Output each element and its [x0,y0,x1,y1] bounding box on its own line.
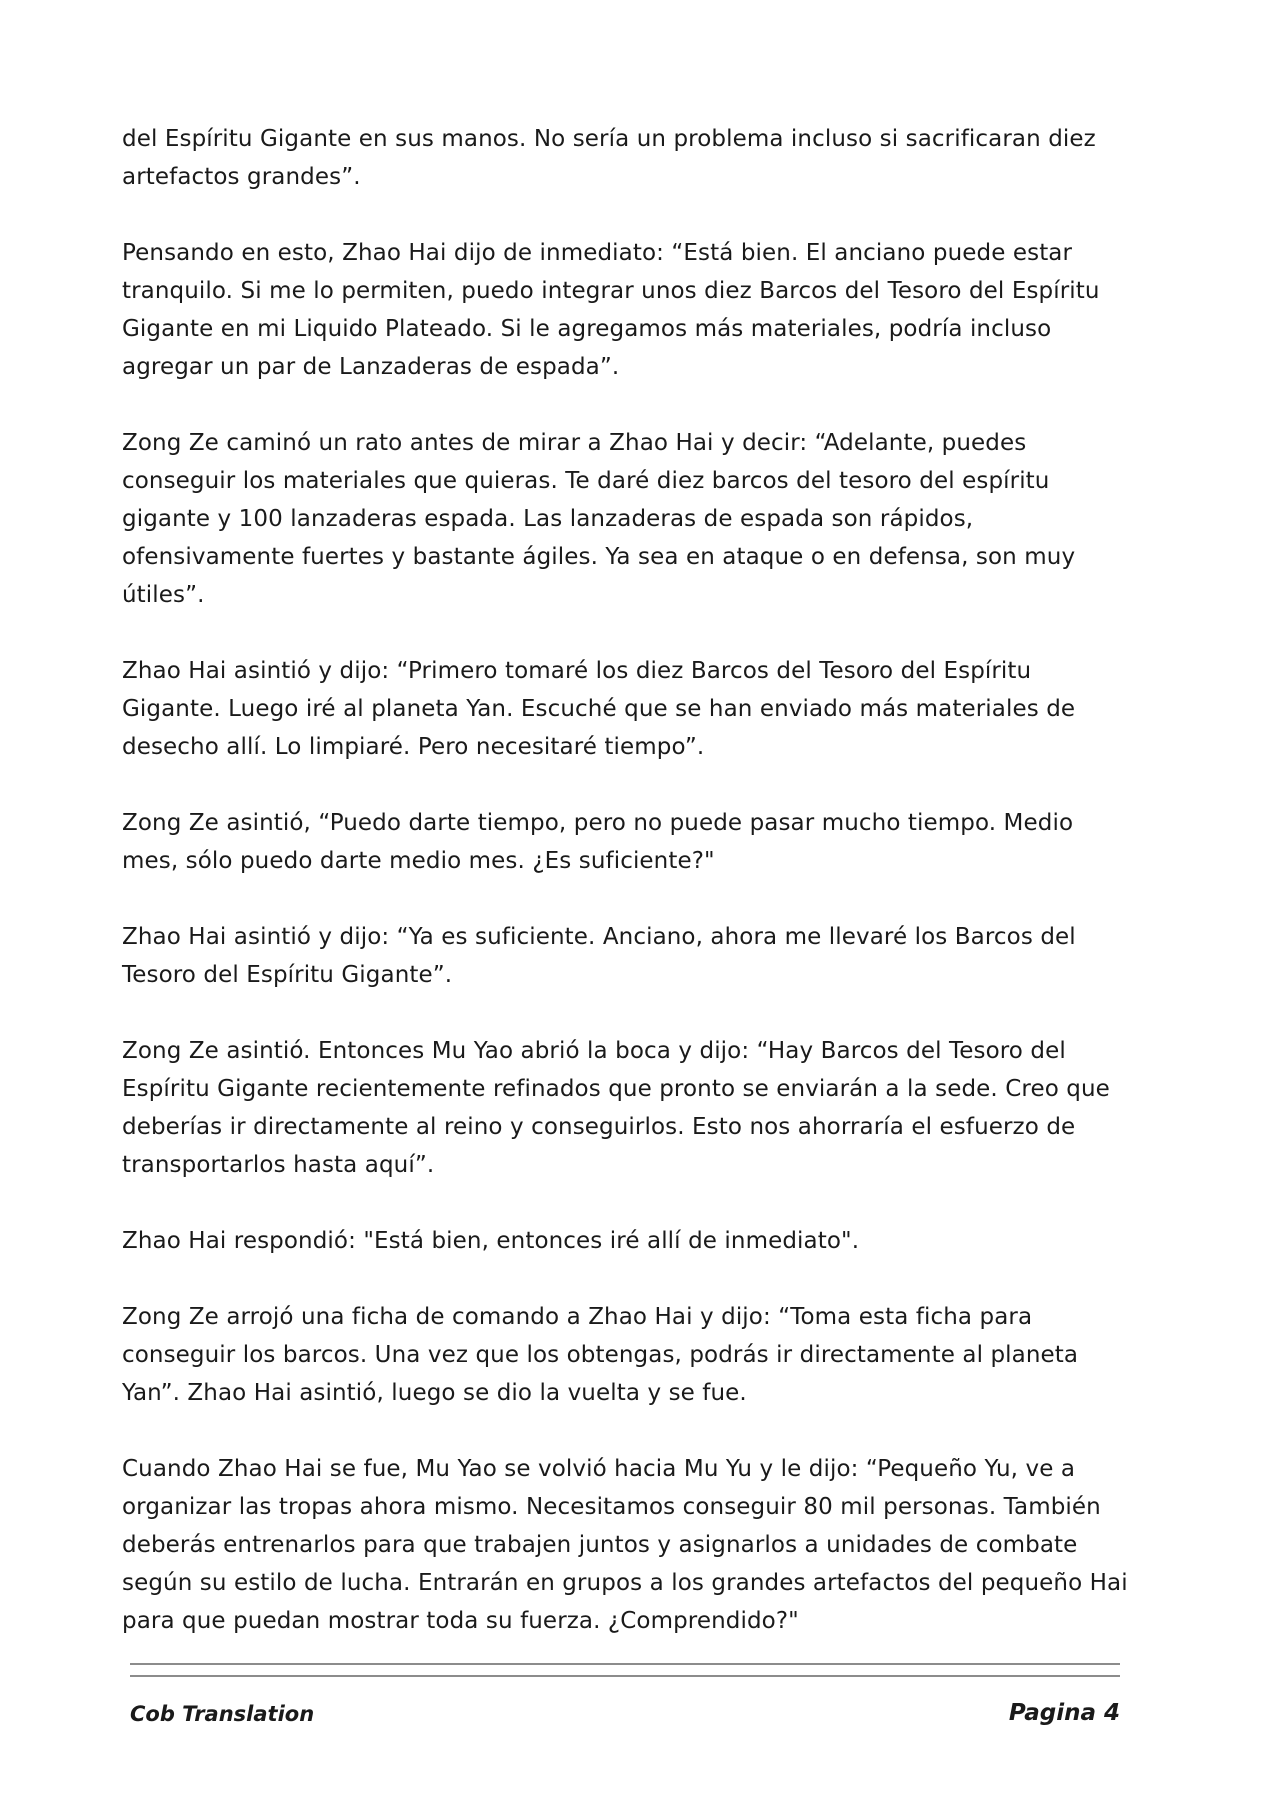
footer-credit: Cob Translation [130,1702,315,1726]
paragraph: Zong Ze arrojó una ficha de comando a Zhao Hai y dijo: “Toma esta ficha para conseguir los barcos. Una vez que los obtengas, podrás ir directamente al planeta Yan”. Zhao Hai asintió, luego se dio la vuelta y se fue. [122,1304,1079,1406]
paragraph: Cuando Zhao Hai se fue, Mu Yao se volvió hacia Mu Yu y le dijo: “Pequeño Yu, ve a organizar las tropas ahora mismo. Necesitamos conseguir 80 mil personas. También deberás entrenarlos para que trabajen juntos y asignarlos a unidades de combate según su estilo de lucha. Entrarán en grupos a los grandes artefactos del pequeño Hai para que puedan mostrar toda su fuerza. ¿Comprendido?" [122,1456,1128,1634]
paragraph: Zong Ze caminó un rato antes de mirar a Zhao Hai y decir: “Adelante, puedes conseguir los materiales que quieras. Te daré diez barcos del tesoro del espíritu gigante y 100 lanzaderas espada. Las lanzaderas de espada son rápidos, ofensivamente fuertes y bastante ágiles. Ya sea en ataque o en defensa, son muy útiles”. [122,430,1076,608]
footer-divider [130,1675,1120,1677]
paragraph: Zhao Hai respondió: "Está bien, entonces iré allí de inmediato". [122,1228,860,1254]
paragraph: Zong Ze asintió, “Puedo darte tiempo, pero no puede pasar mucho tiempo. Medio mes, sólo puedo darte medio mes. ¿Es suficiente?" [122,810,1074,874]
body-text [122,120,1132,1678]
paragraph: del Espíritu Gigante en sus manos. No sería un problema incluso si sacrificaran diez artefactos grandes”. [122,126,1096,190]
paragraph: Zong Ze asintió. Entonces Mu Yao abrió la boca y dijo: “Hay Barcos del Tesoro del Espíritu Gigante recientemente refinados que pronto se enviarán a la sede. Creo que deberías ir directamente al reino y conseguirlos. Esto nos ahorraría el esfuerzo de transportarlos hasta aquí”. [122,1038,1110,1178]
paragraph: Zhao Hai asintió y dijo: “Primero tomaré los diez Barcos del Tesoro del Espíritu Gigante. Luego iré al planeta Yan. Escuché que se han enviado más materiales de desecho allí. Lo limpiaré. Pero necesitaré tiempo”. [122,658,1076,760]
paragraph: Pensando en esto, Zhao Hai dijo de inmediato: “Está bien. El anciano puede estar tranquilo. Si me lo permiten, puedo integrar unos diez Barcos del Tesoro del Espíritu Gigante en mi Liquido Plateado. Si le agregamos más materiales, podría incluso agregar un par de Lanzaderas de espada”. [122,240,1100,380]
footer-divider [130,1663,1120,1665]
page-number: Pagina 4 [1008,1700,1120,1726]
paragraph: Zhao Hai asintió y dijo: “Ya es suficiente. Anciano, ahora me llevaré los Barcos del Tesoro del Espíritu Gigante”. [122,924,1076,988]
